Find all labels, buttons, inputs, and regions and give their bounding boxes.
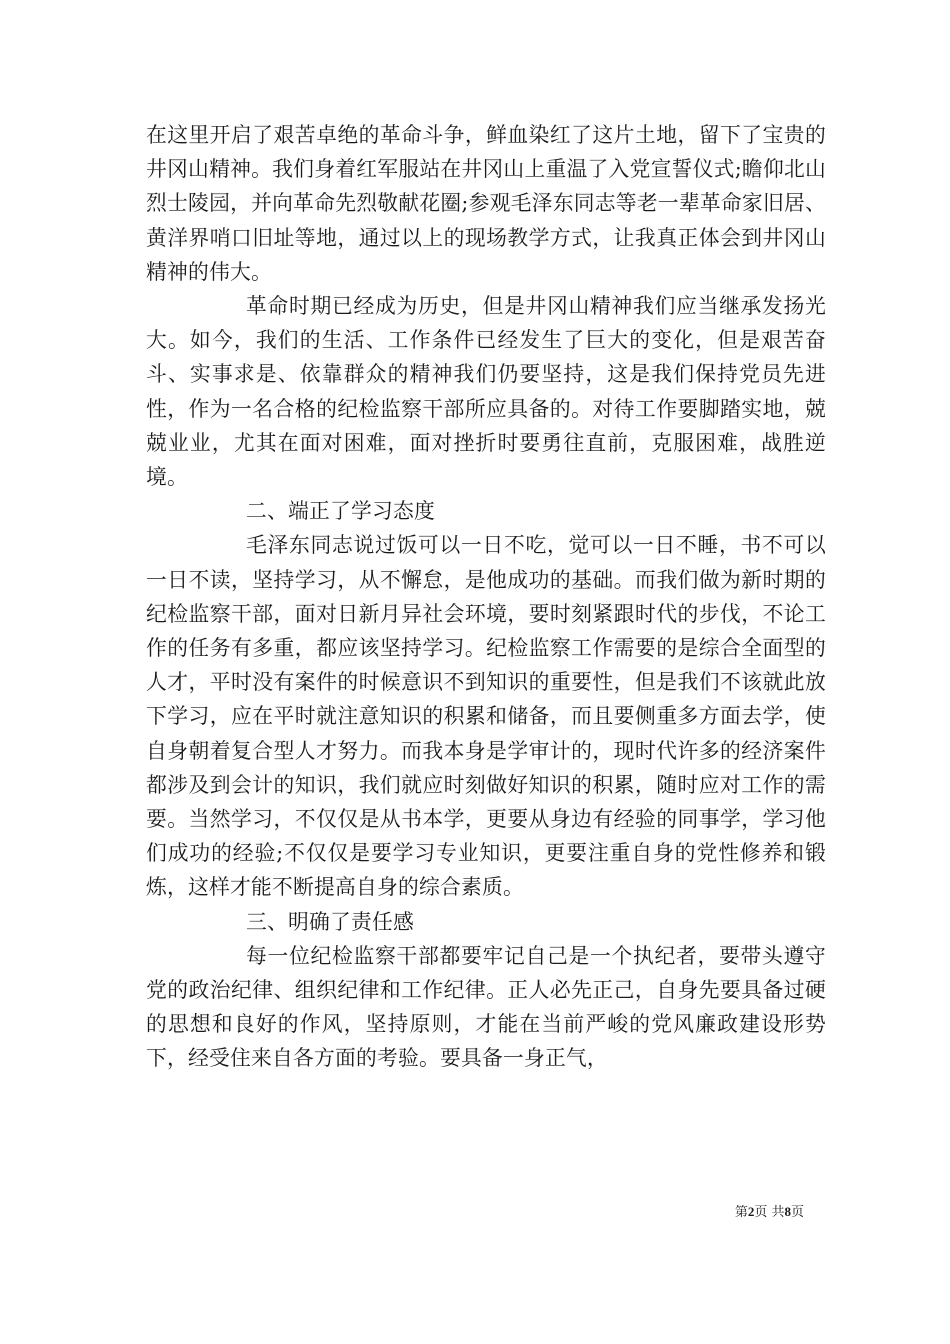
paragraph-1: 在这里开启了艰苦卓绝的革命斗争，鲜血染红了这片土地，留下了宝贵的井冈山精神。我们身着红军服站在井冈山上重温了入党宣誓仪式;瞻仰北山烈士陵园，并向革命先烈敬献花圈;参观毛泽东同志等老一辈革命家旧居、黄洋界哨口旧址等地，通过以上的现场教学方式，让我真正体会到井冈山精神的伟大。: [146, 123, 826, 284]
section-heading-2: 二、端正了学习态度: [246, 499, 435, 524]
footer-current-page: 2: [747, 1204, 755, 1219]
footer-total-pages: 8: [784, 1204, 791, 1219]
page-footer: [735, 1204, 804, 1221]
paragraph-4: 每一位纪检监察干部都要牢记自己是一个执纪者，要带头遵守党的政治纪律、组织纪律和工作纪律。正人必先正己，自身先要具备过硬的思想和良好的作风，坚持原则，才能在当前严峻的党风廉政建设形势下，经受住来自各方面的考验。要具备一身正气，: [146, 943, 826, 1071]
section-heading-3: 三、明确了责任感: [246, 909, 414, 934]
footer-middle: 页 共: [754, 1205, 785, 1220]
footer-prefix: 第: [734, 1205, 748, 1220]
document-body: [146, 118, 826, 1076]
paragraph-3: 毛泽东同志说过饭可以一日不吃，觉可以一日不睡，书不可以一日不读，坚持学习，从不懈怠，是他成功的基础。而我们做为新时期的纪检监察干部，面对日新月异社会环境，要时刻紧跟时代的步伐，不论工作的任务有多重，都应该坚持学习。纪检监察工作需要的是综合全面型的人才，平时没有案件的时候意识不到知识的重要性，但是我们不该就此放下学习，应在平时就注意知识的积累和储备，而且要侧重多方面去学，使自身朝着复合型人才努力。而我本身是学审计的，现时代许多的经济案件都涉及到会计的知识，我们就应时刻做好知识的积累，随时应对工作的需要。当然学习，不仅仅是从书本学，更要从身边有经验的同事学，学习他们成功的经验;不仅仅是要学习专业知识，更要注重自身的党性修养和锻炼，这样才能不断提高自身的综合素质。: [146, 533, 826, 900]
footer-suffix: 页: [790, 1205, 804, 1220]
paragraph-2: 革命时期已经成为历史，但是井冈山精神我们应当继承发扬光大。如今，我们的生活、工作条件已经发生了巨大的变化，但是艰苦奋斗、实事求是、依靠群众的精神我们仍要坚持，这是我们保持党员先进性，作为一名合格的纪检监察干部所应具备的。对待工作要脚踏实地，兢兢业业，尤其在面对困难，面对挫折时要勇往直前，克服困难，战胜逆境。: [146, 294, 826, 490]
